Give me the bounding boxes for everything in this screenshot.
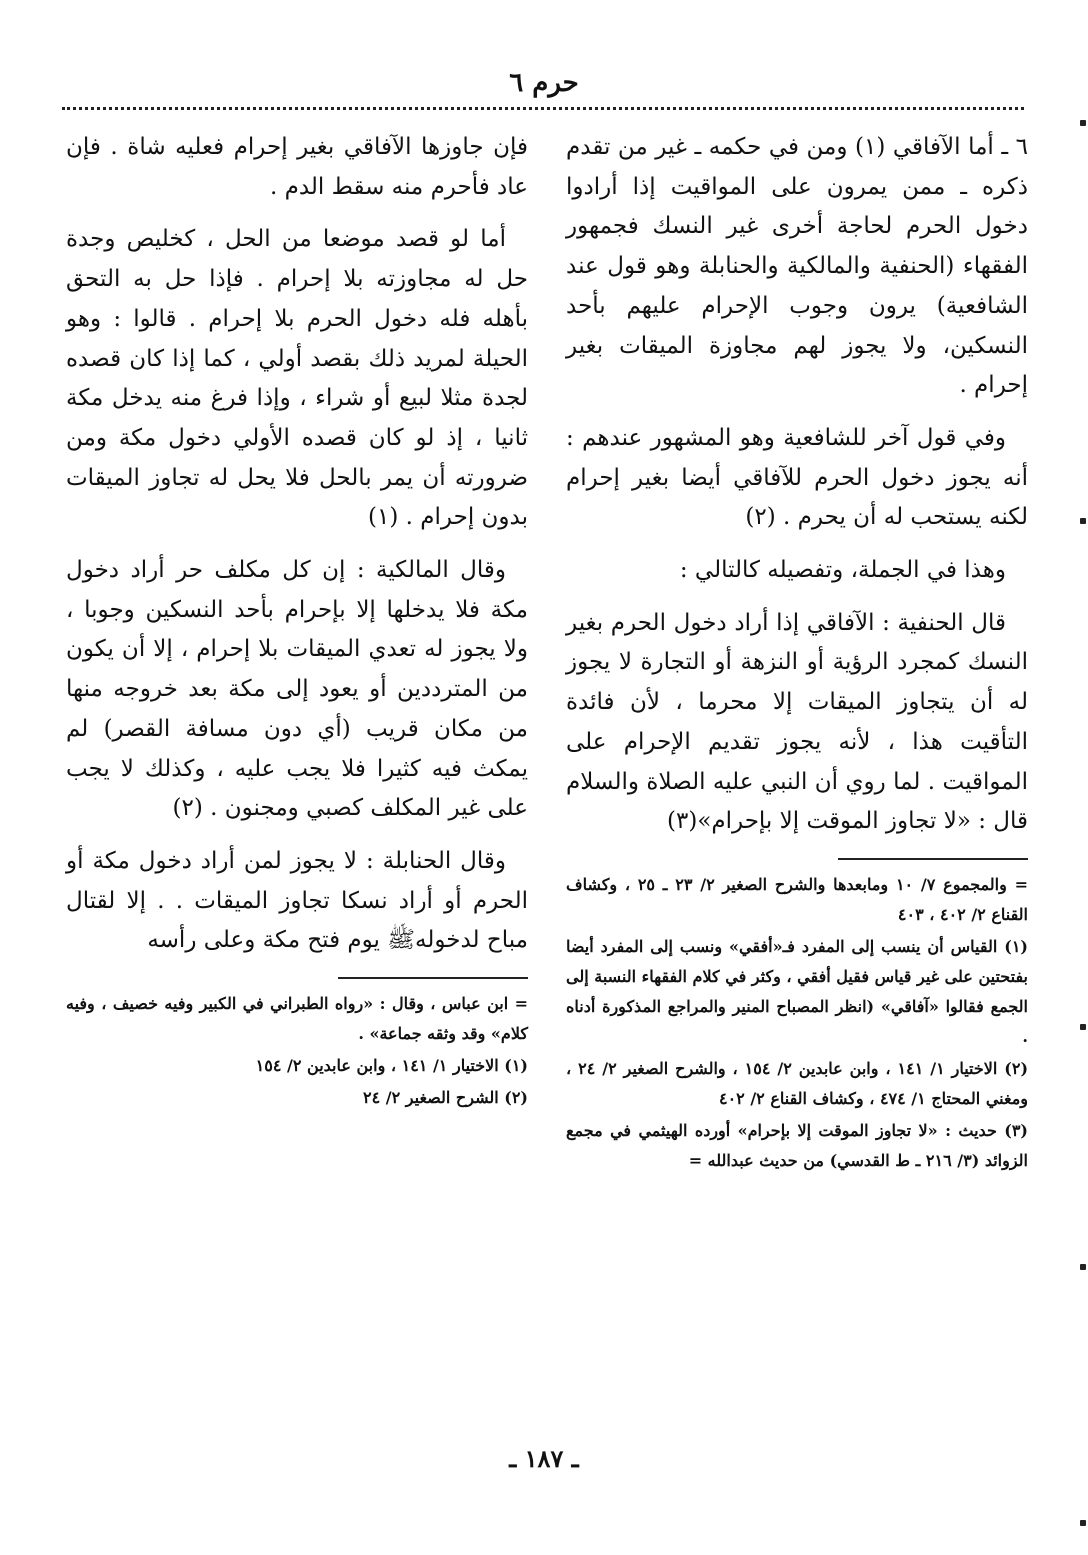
footnote: (٣) حديث : «لا تجاوز الموقت إلا بإحرام» أورده الهيثمي في مجمع الزوائد (٣/ ٢١٦ ـ ط القدسي) من حديث عبدالله = — [566, 1120, 1028, 1170]
scan-mark — [1080, 1520, 1086, 1526]
footnote: (٢) الاختيار ١/ ١٤١ ، وابن عابدين ٢/ ١٥٤ ، والشرح الصغير ٢/ ٢٤ ، ومغني المحتاج ١/ ٤٧٤ ، وكشاف القناع ٢/ ٤٠٢ — [566, 1058, 1029, 1108]
footnote: = ابن عباس ، وقال : «رواه الطبراني في الكبير وفيه خصيف ، وفيه كلام» وقد وثقه جماعة» . — [66, 994, 528, 1044]
paragraph: قال الحنفية : الآفاقي إذا أراد دخول الحرم بغير النسك كمجرد الرؤية أو النزهة أو التجارة لا يجوز له أن يتجاوز الميقات إلا محرما ، لأن فائدة التأقيت هذا ، لأنه يجوز تقديم الإحرام على المواقيت . لما روي أن النبي عليه الصلاة والسلام قال : «لا تجاوز الموقت إلا بإحرام»(٣) — [566, 609, 1028, 835]
scan-mark — [1080, 518, 1086, 524]
footnote: = والمجموع ٧/ ١٠ ومابعدها والشرح الصغير ٢/ ٢٣ ـ ٢٥ ، وكشاف القناع ٢/ ٤٠٢ ، ٤٠٣ — [566, 874, 1029, 924]
header-divider — [62, 107, 1024, 110]
footnote-divider — [338, 977, 528, 979]
paragraph: ٦ ـ أما الآفاقي (١) ومن في حكمه ـ غير من تقدم ذكره ـ ممن يمرون على المواقيت إذا أرادوا دخول الحرم لحاجة أخرى غير النسك فجمهور الفقهاء (الحنفية والمالكية والحنابلة وهو قول عند الشافعية) يرون وجوب الإحرام عليهم بأحد النسكين، ولا يجوز لهم مجاوزة الميقات بغير إحرام . — [566, 134, 1028, 399]
footnote: (١) القياس أن ينسب إلى المفرد فـ«أفقي» ونسب إلى المفرد أيضا بفتحتين على غير قياس فقيل أفقي ، وكثر في كلام الفقهاء النسبة إلى الجمع فقالوا «آفاقي» (انظر المصباح المنير والمراجع المذكورة أدناه . — [566, 936, 1028, 1046]
footnote-divider — [838, 858, 1028, 860]
paragraph: وقال المالكية : إن كل مكلف حر أراد دخول مكة فلا يدخلها إلا بإحرام بأحد النسكين وجوبا ، ولا يجوز له تعدي الميقات بلا إحرام ، إلا أن يكون من المترددين أو يعود إلى مكة بعد خروجه منها من مكان قريب (أي دون مسافة القصر) لم يمكث فيه كثيرا فلا يجب عليه ، وكذلك لا يجب على غير المكلف كصبي ومجنون . (٢) — [66, 557, 528, 822]
left-body — [66, 128, 528, 961]
paragraph: وهذا في الجملة، وتفصيله كالتالي : — [679, 557, 1006, 584]
right-column — [566, 128, 1028, 1178]
scan-mark — [1080, 1024, 1086, 1030]
right-body — [566, 128, 1028, 842]
page-number: ـ ١٨٧ ـ — [509, 1444, 579, 1473]
footnote: (١) الاختيار ١/ ١٤١ ، وابن عابدين ٢/ ١٥٤ — [255, 1056, 528, 1076]
footnote: (٢) الشرح الصغير ٢/ ٢٤ — [363, 1088, 528, 1108]
paragraph: وفي قول آخر للشافعية وهو المشهور عندهم : أنه يجوز دخول الحرم للآفاقي أيضا بغير إحرام لكنه يستحب له أن يحرم . (٢) — [566, 424, 1028, 531]
paragraph: أما لو قصد موضعا من الحل ، كخليص وجدة حل له مجاوزته بلا إحرام . فإذا حل به التحق بأهله فله دخول الحرم بلا إحرام . قالوا : وهو الحيلة لمريد ذلك بقصد أولي ، كما إذا كان قصده لجدة مثلا لبيع أو شراء ، وإذا فرغ منه يدخل مكة ثانيا ، إذ لو كان قصده الأولي دخول مكة ومن ضرورته أن يمر بالحل فلا يحل له تجاوز الميقات بدون إحرام . (١) — [66, 226, 528, 531]
right-footnotes — [566, 870, 1028, 1176]
left-footnotes — [66, 989, 528, 1113]
scan-mark — [1080, 1264, 1086, 1270]
running-head: حرم ٦ — [509, 68, 579, 98]
scan-mark — [1080, 120, 1086, 126]
left-column — [66, 128, 528, 1115]
paragraph: فإن جاوزها الآفاقي بغير إحرام فعليه شاة . فإن عاد فأحرم منه سقط الدم . — [66, 134, 528, 200]
paragraph: وقال الحنابلة : لا يجوز لمن أراد دخول مكة أو الحرم أو أراد نسكا تجاوز الميقات . . إلا لقتال مباح لدخولهﷺ يوم فتح مكة وعلى رأسه — [66, 847, 528, 954]
